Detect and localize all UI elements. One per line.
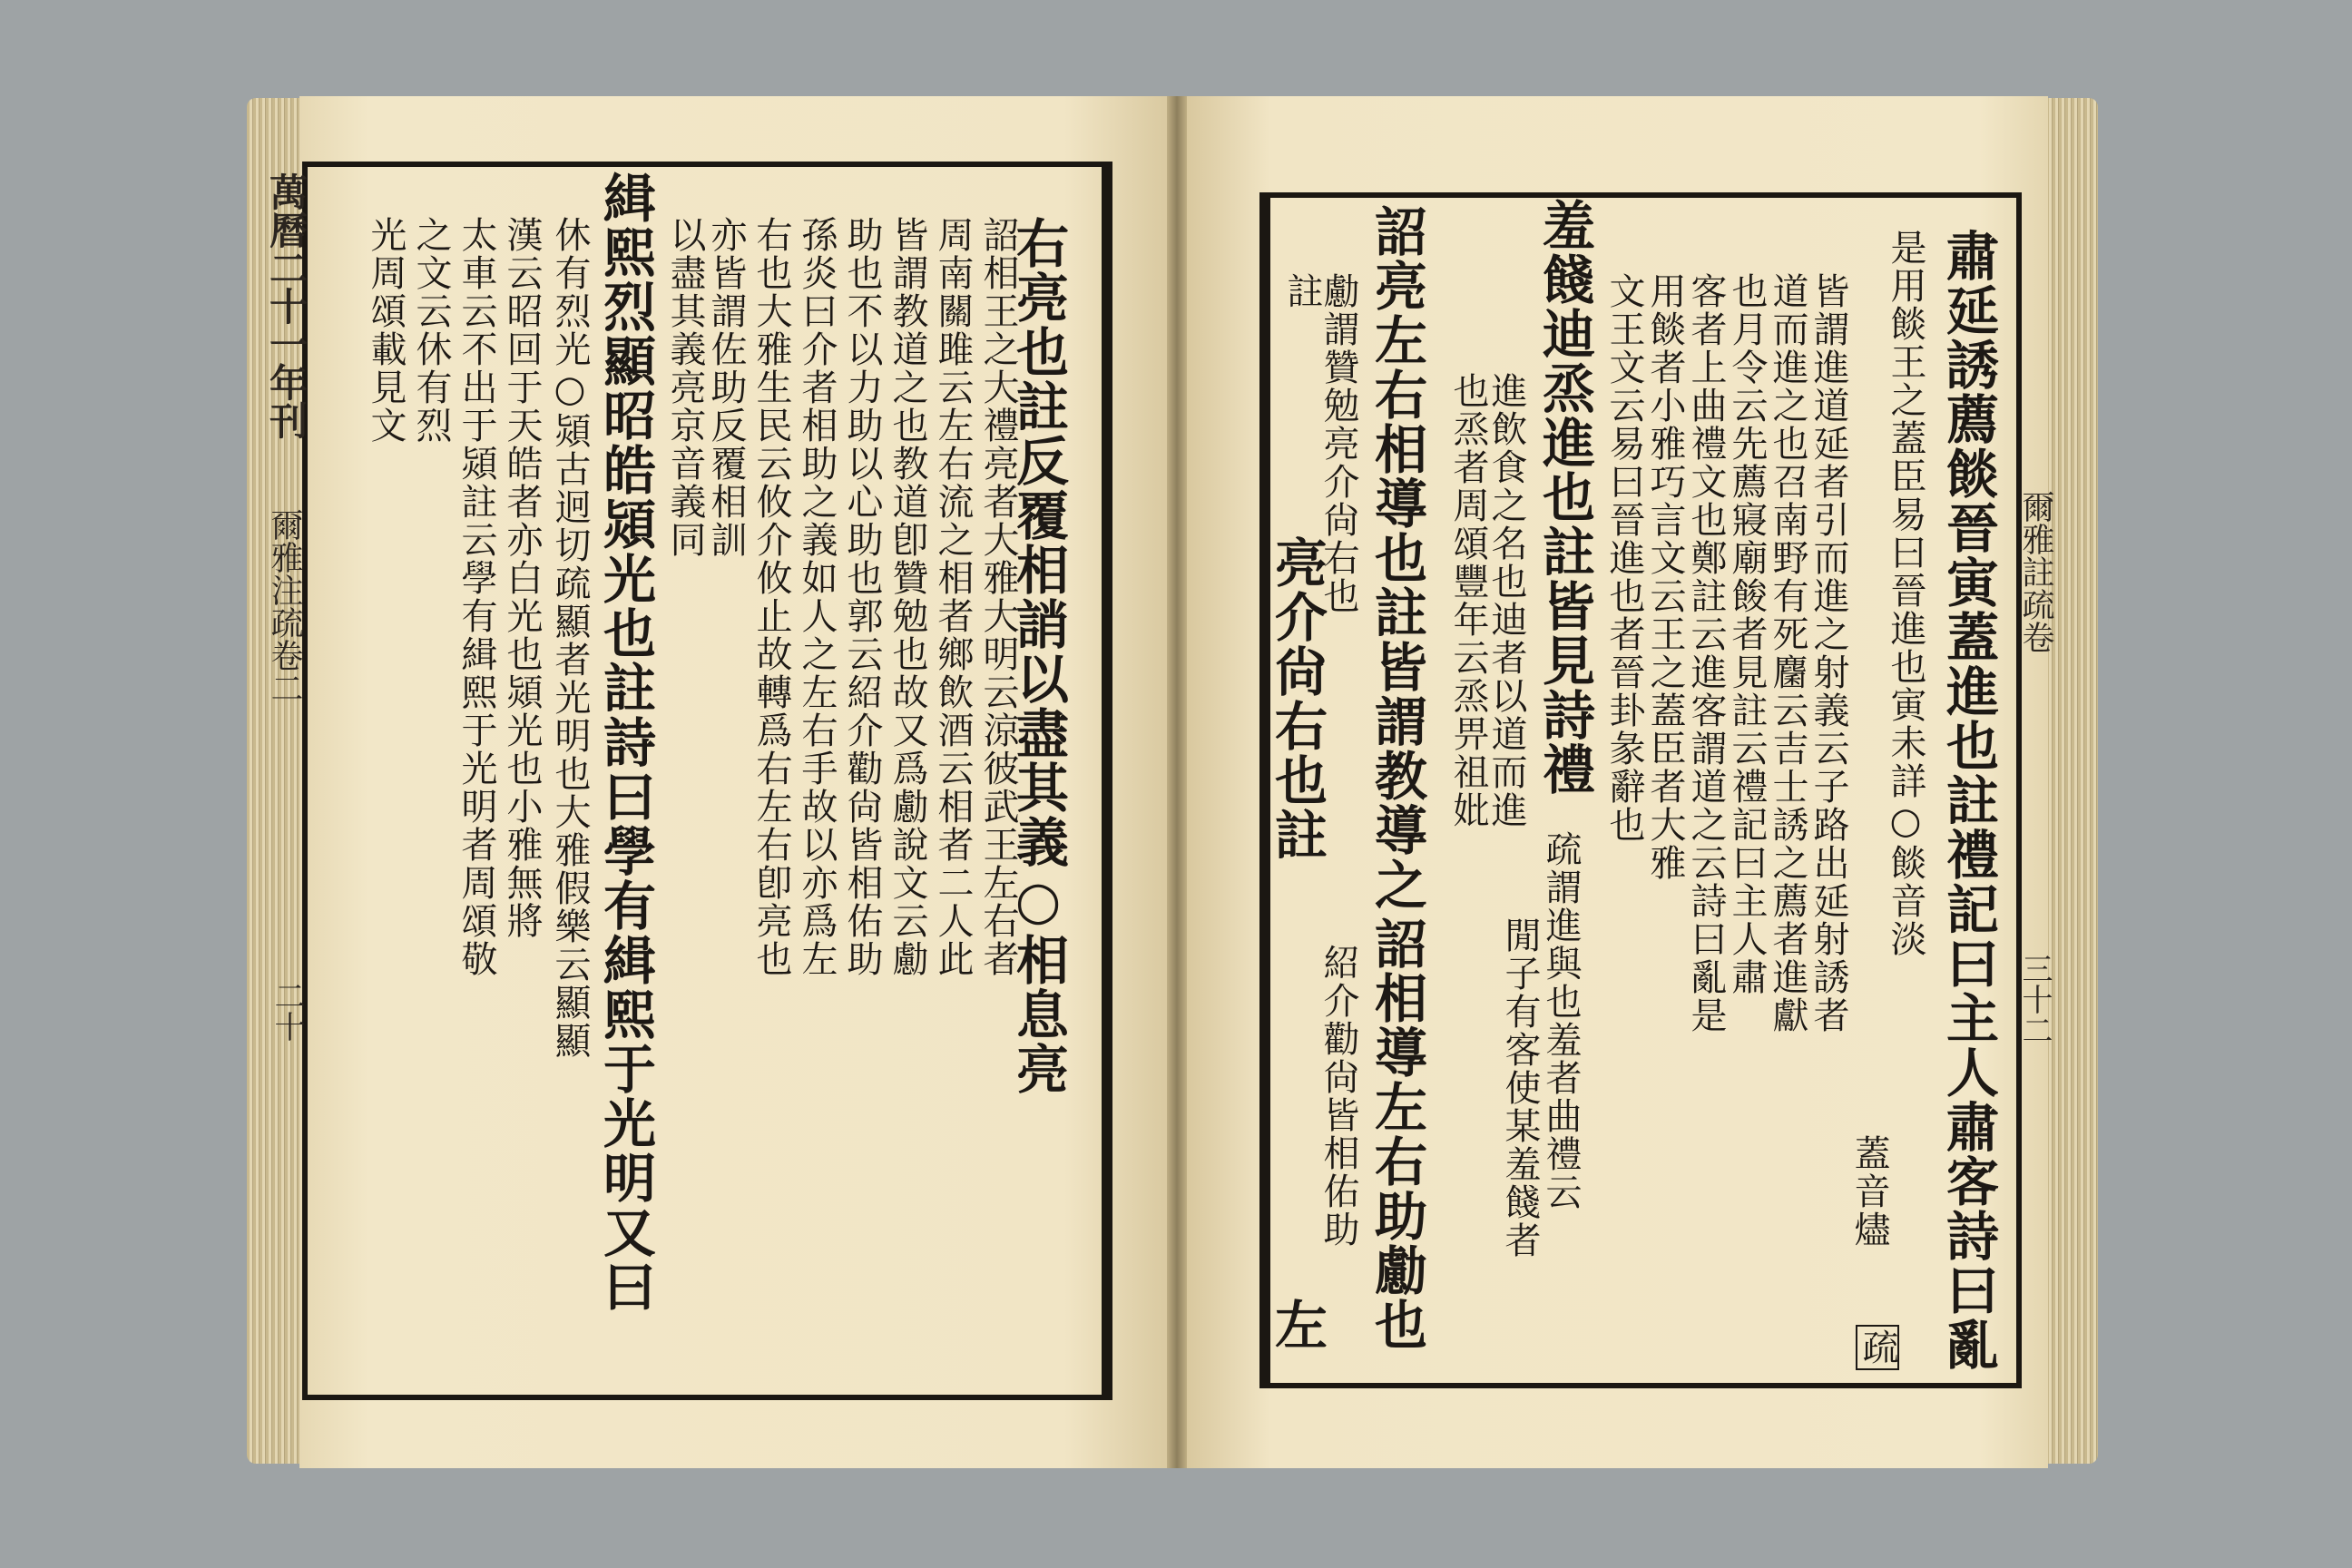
right-col-14: 疏謂進與也羞者曲禮云 xyxy=(1540,830,1582,1211)
right-col-1: 肅延誘薦餤晉寅蓋進也註禮記曰主人肅客詩曰亂 xyxy=(1937,229,1999,1372)
left-col-6: 孫炎曰介者相助之義如人之左右手故以亦爲左 xyxy=(796,216,838,978)
left-col-1: 右亮也註反覆相誚以盡其義○相息亮 xyxy=(1007,216,1069,1096)
right-col-13: 也烝者周頌豐年云烝畀祖妣 xyxy=(1447,372,1489,829)
right-col-20: 註 xyxy=(1281,272,1323,310)
book-edge-right xyxy=(2040,98,2098,1464)
right-col-17: 勴謂贊勉亮介尙右也 xyxy=(1318,272,1359,615)
left-col-9: 以盡其義亮京音義同 xyxy=(664,216,706,559)
right-col-12: 進飲食之名也迪者以道而進 xyxy=(1485,372,1527,829)
left-col-8: 亦皆謂佐助反覆相訓 xyxy=(705,216,747,559)
right-col-18: 紹介勸尙皆相佑助 xyxy=(1318,944,1359,1249)
left-col-11: 休有烈光○熲古迥切疏顯者光明也大雅假樂云顯顯 xyxy=(549,216,591,1060)
right-col-11: 羞餞迪烝進也註皆見詩禮 xyxy=(1534,198,1595,797)
right-col-7: 也月令云先薦寢廟餕者見註云禮記曰主人肅 xyxy=(1726,272,1768,996)
left-margin-header: 萬曆二十一年刊 xyxy=(264,172,309,439)
left-col-10: 緝熙烈顯昭皓熲光也註詩曰學有緝熙于光明又曰 xyxy=(594,171,656,1314)
right-col-10: 文王文云易曰晉進也者晉卦彖辭也 xyxy=(1603,272,1645,844)
left-col-2: 詔相王之大禮亮者大雅大明云涼彼武王左右者 xyxy=(977,216,1019,978)
right-col-19: 詔相導左右助勴也 xyxy=(1366,916,1427,1352)
right-col-3: 蓋音燼 xyxy=(1848,1134,1890,1249)
book-gutter xyxy=(1167,96,1187,1468)
left-margin-title: 爾雅注疏卷二 xyxy=(266,508,303,704)
right-margin-folio: 三十二 xyxy=(2016,953,2053,1045)
right-col-15: 閒子有客使某羞餞者 xyxy=(1499,916,1541,1259)
right-col-5: 皆謂進道延者引而進之射義云子路出延射誘者 xyxy=(1808,272,1849,1034)
left-col-12: 漢云昭回于天皓者亦白光也熲光也小雅無將 xyxy=(501,216,543,940)
right-margin-title: 爾雅註疏卷 xyxy=(2017,490,2054,653)
left-col-3: 周南關雎云左右流之相者鄉飲酒云相者二人此 xyxy=(932,216,974,978)
right-col-2: 是用餤王之蓋臣易曰晉進也寅未詳○餤音淡 xyxy=(1885,229,1926,958)
right-col-16: 詔亮左右相導也註皆謂教導之 xyxy=(1366,204,1427,912)
left-col-13: 太車云不出于熲註云學有緝熙于光明者周頌敬 xyxy=(456,216,497,978)
left-margin-folio: 二十 xyxy=(269,980,305,1042)
right-col-22: 左 xyxy=(1266,1298,1328,1352)
right-col-4: 疏 xyxy=(1856,1325,1899,1370)
left-col-4: 皆謂教道之也教道卽贊勉也故又爲勴說文云勴 xyxy=(887,216,928,978)
left-col-5: 助也不以力助以心助也郭云紹介勸尙皆相佑助 xyxy=(841,216,883,978)
left-col-14: 之文云休有烈 xyxy=(410,216,452,445)
right-col-21: 亮介尙右也註 xyxy=(1266,535,1328,862)
left-col-7: 右也大雅生民云攸介攸止故轉爲右左右卽亮也 xyxy=(750,216,792,978)
right-col-9: 用餤者小雅巧言文云王之蓋臣者大雅 xyxy=(1644,272,1686,882)
left-col-15: 光周頌載見文 xyxy=(365,216,407,445)
right-col-8: 客者上曲禮文也鄭註云進客謂道之云詩曰亂是 xyxy=(1685,272,1727,1034)
right-col-6: 道而進之也召南野有死麕云吉士誘之薦者進獻 xyxy=(1767,272,1808,1034)
